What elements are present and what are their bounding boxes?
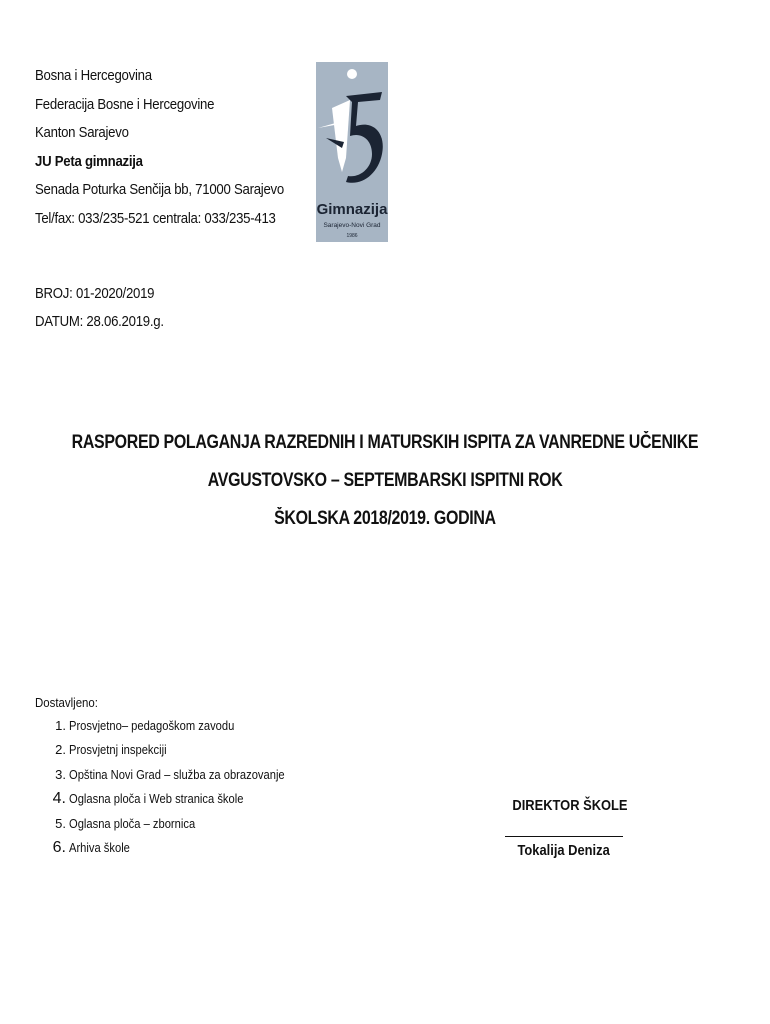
list-item: 1. Prosvjetno– pedagoškom zavodu xyxy=(55,718,235,733)
document-title xyxy=(0,424,770,538)
header-address: Senada Poturka Senčija bb, 71000 Sarajevo xyxy=(35,181,284,198)
title-line-2: AVGUSTOVSKO – SEPTEMBARSKI ISPITNI ROK xyxy=(207,470,563,491)
school-logo-graphic xyxy=(316,62,388,242)
title-line-3: ŠKOLSKA 2018/2019. GODINA xyxy=(274,508,496,529)
logo-word: Gimnazija xyxy=(316,201,388,218)
title-line-1: RASPORED POLAGANJA RAZREDNIH I MATURSKIH ISPITA ZA VANREDNE UČENIKE xyxy=(71,432,699,453)
signature-role: DIREKTOR ŠKOLE xyxy=(512,797,628,814)
document-reference xyxy=(35,280,181,336)
list-item: 5. Oglasna ploča – zbornica xyxy=(55,815,196,831)
header-country: Bosna i Hercegovina xyxy=(35,67,152,84)
list-item: 4. Oglasna ploča i Web stranica škole xyxy=(52,790,244,808)
distribution-list xyxy=(35,692,285,860)
school-header xyxy=(35,62,295,233)
reference-number: BROJ: 01-2020/2019 xyxy=(35,285,155,302)
logo-subtitle: Sarajevo-Novi Grad xyxy=(323,222,381,229)
header-school-name: JU Peta gimnazija xyxy=(35,152,143,170)
header-canton: Kanton Sarajevo xyxy=(35,124,129,141)
logo-year: 1986 xyxy=(346,233,358,239)
reference-date: DATUM: 28.06.2019.g. xyxy=(35,313,164,330)
signature-name: Tokalija Deniza xyxy=(517,842,611,859)
school-logo xyxy=(316,62,388,242)
header-phone: Tel/fax: 033/235-521 centrala: 033/235-413 xyxy=(35,209,276,227)
distribution-heading: Dostavljeno: xyxy=(35,695,98,710)
list-item: 2. Prosvjetnj inspekciji xyxy=(55,742,167,758)
list-item: 6. Arhiva škole xyxy=(52,838,130,856)
list-item: 3. Opština Novi Grad – služba za obrazovanje xyxy=(55,766,285,782)
signature-block xyxy=(503,792,628,865)
distribution-items xyxy=(35,714,285,860)
header-federation: Federacija Bosne i Hercegovine xyxy=(35,95,215,113)
